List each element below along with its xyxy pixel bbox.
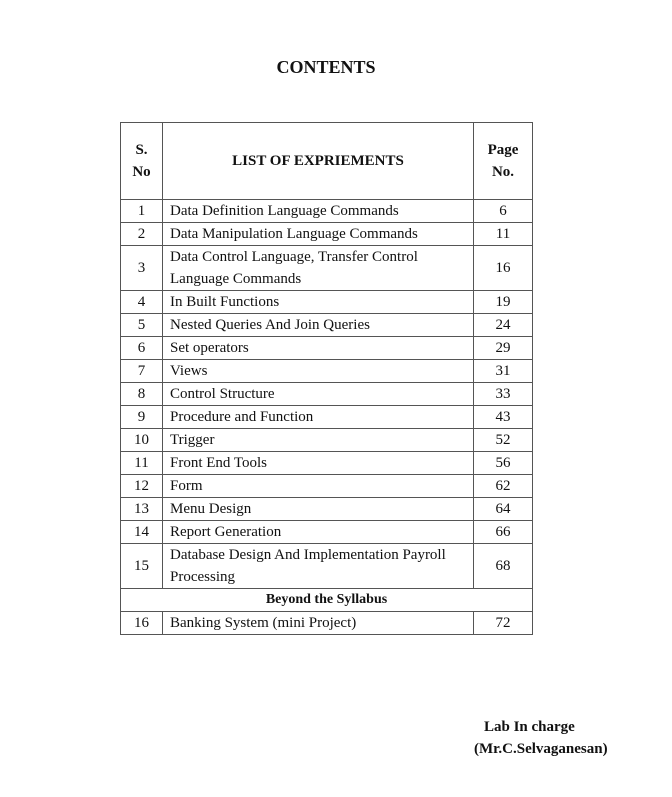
table-row xyxy=(121,521,533,544)
section-row xyxy=(121,589,533,612)
experiment-name: Front End Tools xyxy=(163,452,474,475)
lab-in-charge-name: (Mr.C.Selvaganesan) xyxy=(474,741,608,757)
experiment-name: Set operators xyxy=(163,337,474,360)
experiment-name: Control Structure xyxy=(163,383,474,406)
page-number: 72 xyxy=(474,612,533,635)
experiment-name: Menu Design xyxy=(163,498,474,521)
page-number: 64 xyxy=(474,498,533,521)
experiment-name: Nested Queries And Join Queries xyxy=(163,314,474,337)
table-row xyxy=(121,475,533,498)
row-number: 5 xyxy=(121,314,163,337)
table-row xyxy=(121,360,533,383)
table-row xyxy=(121,200,533,223)
table-row xyxy=(121,544,533,589)
page-number: 16 xyxy=(474,246,533,291)
row-number: 8 xyxy=(121,383,163,406)
page-number: 56 xyxy=(474,452,533,475)
table-row xyxy=(121,223,533,246)
row-number: 13 xyxy=(121,498,163,521)
table-row xyxy=(121,406,533,429)
page-number: 66 xyxy=(474,521,533,544)
header-sno: S. No xyxy=(121,123,163,200)
page-number: 29 xyxy=(474,337,533,360)
row-number: 4 xyxy=(121,291,163,314)
experiment-name: Procedure and Function xyxy=(163,406,474,429)
table-row xyxy=(121,314,533,337)
row-number: 14 xyxy=(121,521,163,544)
table-row xyxy=(121,612,533,635)
page-number: 24 xyxy=(474,314,533,337)
table-row xyxy=(121,383,533,406)
header-list: LIST OF EXPRIEMENTS xyxy=(163,123,474,200)
row-number: 3 xyxy=(121,246,163,291)
experiment-name: Banking System (mini Project) xyxy=(163,612,474,635)
page-number: 52 xyxy=(474,429,533,452)
page-number: 62 xyxy=(474,475,533,498)
experiment-name: Data Control Language, Transfer Control Language Commands xyxy=(163,246,474,291)
table-row xyxy=(121,246,533,291)
experiment-name: Database Design And Implementation Payroll Processing xyxy=(163,544,474,589)
experiment-name: Data Manipulation Language Commands xyxy=(163,223,474,246)
table-row xyxy=(121,498,533,521)
page-number: 33 xyxy=(474,383,533,406)
row-number: 9 xyxy=(121,406,163,429)
experiment-name: Report Generation xyxy=(163,521,474,544)
table-row xyxy=(121,452,533,475)
row-number: 11 xyxy=(121,452,163,475)
experiment-name: In Built Functions xyxy=(163,291,474,314)
page-number: 31 xyxy=(474,360,533,383)
page-number: 6 xyxy=(474,200,533,223)
page-number: 19 xyxy=(474,291,533,314)
row-number: 6 xyxy=(121,337,163,360)
row-number: 10 xyxy=(121,429,163,452)
contents-table xyxy=(120,122,533,635)
row-number: 15 xyxy=(121,544,163,589)
page-title: CONTENTS xyxy=(276,57,376,77)
row-number: 16 xyxy=(121,612,163,635)
experiment-name: Data Definition Language Commands xyxy=(163,200,474,223)
page-number: 43 xyxy=(474,406,533,429)
experiment-name: Trigger xyxy=(163,429,474,452)
row-number: 1 xyxy=(121,200,163,223)
row-number: 12 xyxy=(121,475,163,498)
table-row xyxy=(121,337,533,360)
experiment-name: Views xyxy=(163,360,474,383)
row-number: 7 xyxy=(121,360,163,383)
row-number: 2 xyxy=(121,223,163,246)
table-row xyxy=(121,291,533,314)
header-page: Page No. xyxy=(474,123,533,200)
table-header-row xyxy=(121,123,533,200)
experiment-name: Form xyxy=(163,475,474,498)
lab-in-charge-label: Lab In charge xyxy=(484,719,575,735)
section-heading: Beyond the Syllabus xyxy=(121,589,533,612)
page-number: 68 xyxy=(474,544,533,589)
table-row xyxy=(121,429,533,452)
page-number: 11 xyxy=(474,223,533,246)
